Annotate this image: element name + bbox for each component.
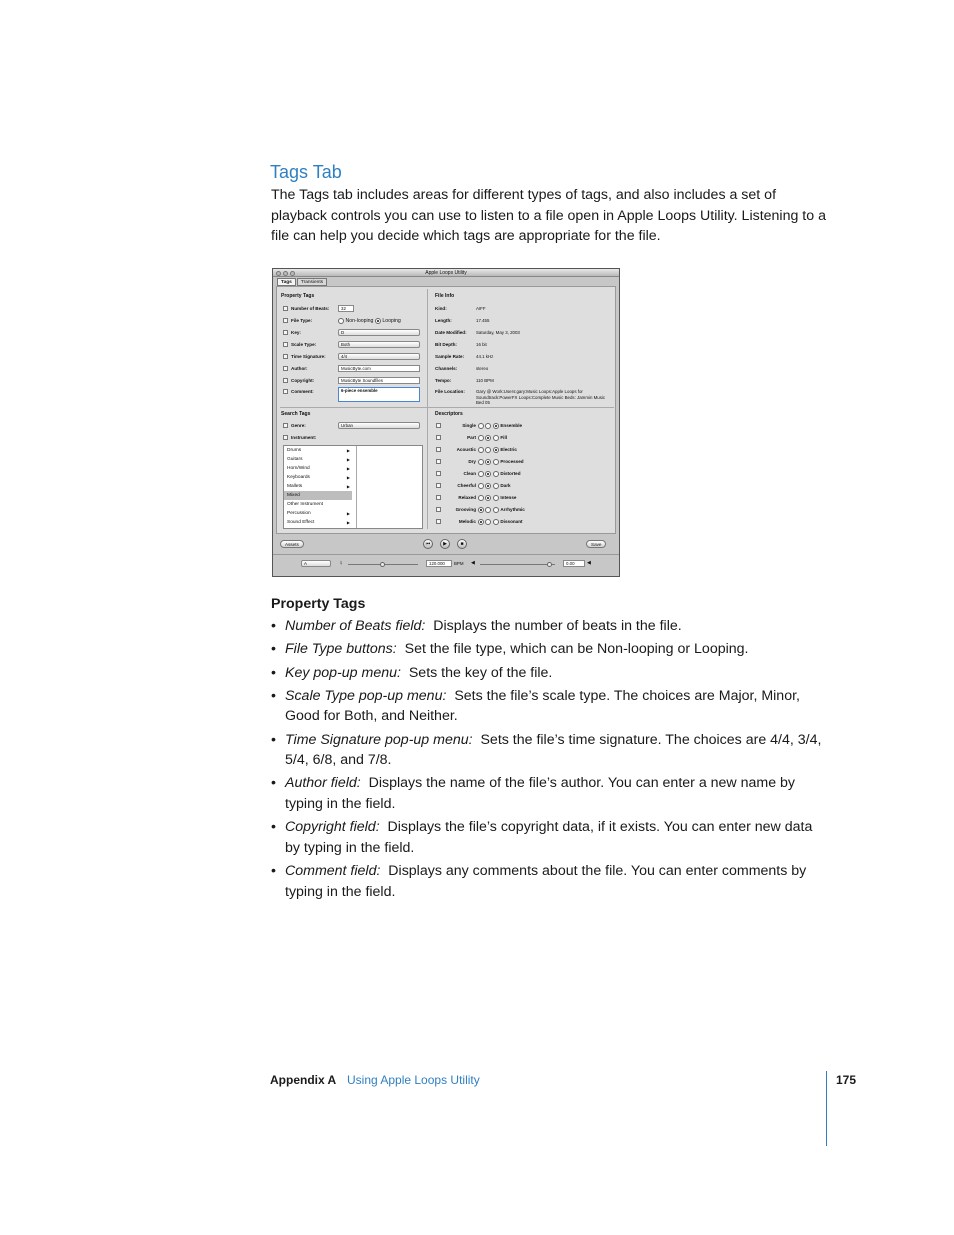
instrument-row (283, 434, 316, 441)
checkbox (283, 378, 288, 383)
radio (493, 519, 499, 525)
bullet-text: Set the file type, which can be Non-looping or Looping. (404, 641, 749, 658)
time-signature-row (283, 353, 326, 360)
file-type-label: File Type: (291, 318, 313, 323)
descriptor-right: Processed (500, 459, 524, 464)
list-item-label: Percussion (287, 511, 311, 516)
bullet-text: Displays the name of the file’s author. You can enter a new name by typing in the field. (285, 775, 796, 812)
instrument-browser (283, 445, 423, 529)
section-divider (280, 407, 614, 408)
genre-row (283, 422, 306, 429)
checkbox (436, 471, 441, 476)
checkbox (283, 318, 288, 323)
list-item (284, 482, 352, 491)
key-label: Key: (291, 330, 301, 335)
checkbox (436, 507, 441, 512)
checkbox (436, 519, 441, 524)
bullet-text: Displays the file’s copyright data, if it exists. You can enter new data by typing in the field. (285, 819, 813, 856)
radio (485, 507, 491, 513)
list-item (271, 730, 831, 771)
number-of-beats-row (283, 305, 329, 312)
descriptor-row (436, 422, 522, 429)
triangle-right-icon: ▶ (346, 511, 350, 516)
descriptor-row (436, 446, 517, 453)
descriptor-left: Clean (463, 471, 476, 476)
volume-field: 0.00 (563, 560, 585, 567)
list-item (284, 455, 352, 464)
number-of-beats-label: Number of Beats: (291, 306, 330, 311)
checkbox (283, 354, 288, 359)
list-item (284, 509, 352, 518)
speaker-loud-icon: ◀ (587, 560, 591, 566)
scale-type-label: Scale Type: (291, 342, 317, 347)
list-item (271, 663, 831, 684)
descriptor-right: Ensemble (500, 423, 523, 428)
instrument-label: Instrument: (291, 435, 317, 440)
list-item (271, 639, 831, 660)
date-modified-value: Saturday, May 3, 2003 (476, 330, 520, 335)
genre-popup: Urban (338, 422, 420, 429)
descriptor-right: Electric (500, 447, 517, 452)
radio (485, 519, 491, 525)
rewind-icon: ⏮ (423, 539, 433, 549)
play-icon: ▶ (440, 539, 450, 549)
tempo-field: 120.000 (426, 560, 452, 567)
radio (485, 459, 491, 465)
bullet-term: Number of Beats field: (285, 618, 426, 634)
radio (485, 447, 491, 453)
radio (493, 459, 499, 465)
checkbox (436, 495, 441, 500)
list-item (284, 500, 352, 509)
descriptor-left: Acoustic (456, 447, 476, 452)
list-item-label: Other Instrument (287, 502, 323, 507)
intro-paragraph: The Tags tab includes areas for different types of tags, and also includes a set of playback controls you can use to listen to a file open in Apple Loops Utility. Listening to a file can help you decide which tags are appropriate for the file. (271, 187, 826, 245)
bullet-term: Author field: (285, 775, 361, 792)
descriptor-left: Relaxed (458, 495, 476, 500)
key-select: A (301, 560, 331, 567)
file-location-label: File Location: (435, 389, 465, 394)
list-item (271, 686, 831, 727)
tab-transients: Transients (297, 278, 327, 286)
browser-column (356, 446, 416, 528)
radio (478, 519, 484, 525)
bullet-term: Time Signature pop-up menu: (285, 731, 473, 748)
bpm-label: BPM (454, 561, 464, 566)
triangle-right-icon: ▶ (346, 457, 350, 462)
kind-value: AIFF (476, 306, 486, 311)
descriptor-left: Part (467, 435, 476, 440)
list-item-label: Mixed (287, 493, 300, 498)
bullet-term: File Type buttons: (285, 641, 397, 658)
radio (485, 423, 491, 429)
bullet-term: Comment field: (285, 863, 381, 880)
checkbox (283, 342, 288, 347)
volume-slider (480, 564, 555, 565)
speaker-icon: ◀ (471, 560, 475, 566)
triangle-right-icon: ▶ (346, 484, 350, 489)
tab-bar (277, 278, 327, 286)
radio (493, 471, 499, 477)
tags-panel (276, 286, 616, 534)
triangle-right-icon: ▶ (346, 466, 350, 471)
radio (485, 435, 491, 441)
list-item (271, 773, 831, 814)
bullet-list (271, 616, 831, 905)
scale-type-popup: Both (338, 341, 420, 348)
column-divider (427, 289, 428, 529)
non-looping-label: Non-looping (345, 317, 374, 324)
descriptor-row (436, 470, 521, 477)
descriptor-row (436, 458, 524, 465)
channels-label: Channels: (435, 366, 458, 371)
list-item-label: Mallets (287, 484, 303, 489)
comment-field: 6-piece ensemble (338, 387, 420, 402)
descriptor-left: Cheerful (457, 483, 476, 488)
radio-non-looping (338, 318, 344, 324)
stop-icon: ■ (457, 539, 467, 549)
author-field: MusicByte.com (338, 365, 420, 372)
footer-chapter-link[interactable]: Using Apple Loops Utility (347, 1073, 480, 1087)
copyright-label: Copyright: (291, 378, 315, 383)
file-info-heading: File Info (435, 293, 455, 299)
author-row (283, 365, 308, 372)
length-label: Length: (435, 318, 452, 323)
list-item-label: Keyboards (287, 475, 310, 480)
file-location-value: Gary @ Work:Users:gary:Music Loops:Apple Loops for Soundtrack:PowerFX Loops:Complete Music Beds: Jammin Music Bed 05 (476, 389, 606, 405)
number-of-beats-field: 32 (338, 305, 354, 312)
list-item (271, 817, 831, 858)
section-title: Tags Tab (270, 162, 342, 182)
bullet-text: Sets the key of the file. (408, 664, 553, 681)
checkbox (436, 459, 441, 464)
window-titlebar (273, 269, 619, 277)
tuning-fork-icon: ♮ (340, 561, 343, 567)
radio (478, 423, 484, 429)
triangle-right-icon: ▶ (346, 475, 350, 480)
scale-type-row (283, 341, 316, 348)
radio (478, 447, 484, 453)
list-item (271, 616, 831, 637)
descriptor-right: Dark (500, 483, 511, 488)
checkbox (283, 423, 288, 428)
descriptor-left: Single (462, 423, 476, 428)
descriptor-right: Distorted (500, 471, 521, 476)
bullet-term: Scale Type pop-up menu: (285, 687, 447, 704)
date-modified-label: Date Modified: (435, 330, 467, 335)
checkbox (283, 330, 288, 335)
radio (478, 435, 484, 441)
save-button: Save (586, 540, 606, 548)
descriptor-right: Dissonant (500, 519, 523, 524)
radio (485, 471, 491, 477)
bullet-text: Displays any comments about the file. You can enter comments by typing in the field. (285, 863, 807, 900)
checkbox (283, 366, 288, 371)
author-label: Author: (291, 366, 308, 371)
checkbox (436, 435, 441, 440)
checkbox (283, 435, 288, 440)
radio (493, 483, 499, 489)
bullet-term: Key pop-up menu: (285, 664, 401, 681)
key-popup: D (338, 329, 420, 336)
radio (493, 507, 499, 513)
footer-appendix: Appendix A (270, 1073, 337, 1087)
radio (485, 495, 491, 501)
checkbox (436, 483, 441, 488)
radio (493, 423, 499, 429)
footer-rule (826, 1071, 827, 1146)
window-title: Apple Loops Utility (425, 270, 467, 276)
volume-slider-knob (547, 562, 552, 567)
radio (478, 483, 484, 489)
copyright-row (283, 377, 314, 384)
sample-rate-label: Sample Rate: (435, 354, 465, 359)
radio (493, 435, 499, 441)
triangle-right-icon: ▶ (346, 448, 350, 453)
list-item (271, 861, 831, 902)
file-type-row (283, 317, 312, 324)
bullet-text: Sets the file’s scale type. The choices are Major, Minor, Good for Both, and Neither. (285, 687, 800, 725)
bit-depth-value: 16 bit (476, 342, 487, 347)
control-divider (273, 554, 619, 555)
radio (493, 447, 499, 453)
checkbox (436, 447, 441, 452)
property-tags-heading: Property Tags (281, 293, 315, 299)
list-item-label: Horn/Wind (287, 466, 310, 471)
list-item (284, 491, 352, 500)
page-number: 175 (836, 1073, 857, 1087)
looping-label: Looping (382, 317, 401, 324)
genre-label: Genre: (291, 423, 306, 428)
checkbox (283, 306, 288, 311)
radio-looping (375, 318, 381, 324)
bullet-term: Copyright field: (285, 819, 380, 836)
list-item-label: Drums (287, 448, 302, 453)
tab-tags: Tags (277, 278, 296, 286)
descriptor-left: Melodic (458, 519, 476, 524)
descriptor-left: Dry (468, 459, 476, 464)
bit-depth-label: Bit Depth: (435, 342, 457, 347)
pitch-slider-knob (380, 562, 385, 567)
radio (485, 483, 491, 489)
descriptor-row (436, 506, 525, 513)
radio (478, 471, 484, 477)
descriptor-left: Grooving (455, 507, 476, 512)
radio (493, 495, 499, 501)
key-row (283, 329, 301, 336)
apple-loops-utility-screenshot (272, 268, 620, 577)
triangle-right-icon: ▶ (346, 520, 350, 525)
tempo-label: Tempo: (435, 378, 452, 383)
comment-row (283, 388, 314, 395)
descriptor-right: Arrhythmic (500, 507, 525, 512)
list-item (284, 518, 352, 527)
checkbox (436, 423, 441, 428)
radio (478, 495, 484, 501)
checkbox (283, 389, 288, 394)
radio (478, 459, 484, 465)
list-item (284, 473, 352, 482)
descriptor-row (436, 482, 511, 489)
comment-label: Comment: (291, 389, 314, 394)
list-item-label: Sound Effect (287, 520, 315, 525)
list-item (284, 464, 352, 473)
time-signature-label: Time Signature: (291, 354, 326, 359)
bullet-text: Sets the file’s time signature. The choices are 4/4, 3/4, 5/4, 6/8, and 7/8. (285, 731, 822, 769)
descriptor-row (436, 494, 516, 501)
descriptor-right: Fill (500, 435, 507, 440)
list-item-label: Guitars (287, 457, 303, 462)
tempo-value: 110 BPM (476, 378, 494, 383)
file-type-radios (338, 317, 401, 324)
time-signature-popup: 4/4 (338, 353, 420, 360)
kind-label: Kind: (435, 306, 447, 311)
bullet-text: Displays the number of beats in the file. (433, 618, 682, 634)
search-tags-heading: Search Tags (281, 411, 311, 417)
radio (478, 507, 484, 513)
property-tags-heading-text: Property Tags (271, 596, 366, 612)
sample-rate-value: 44.1 kHz (476, 354, 494, 359)
channels-value: stereo (476, 366, 489, 371)
length-value: 17.455 (476, 318, 490, 323)
descriptor-right: Intense (500, 495, 517, 500)
copyright-field: MusicByte Soundfiles (338, 377, 420, 384)
descriptor-row (436, 518, 523, 525)
list-item (284, 446, 352, 455)
assets-button: Assets (280, 540, 304, 548)
descriptors-heading: Descriptors (435, 411, 463, 417)
descriptor-row (436, 434, 507, 441)
